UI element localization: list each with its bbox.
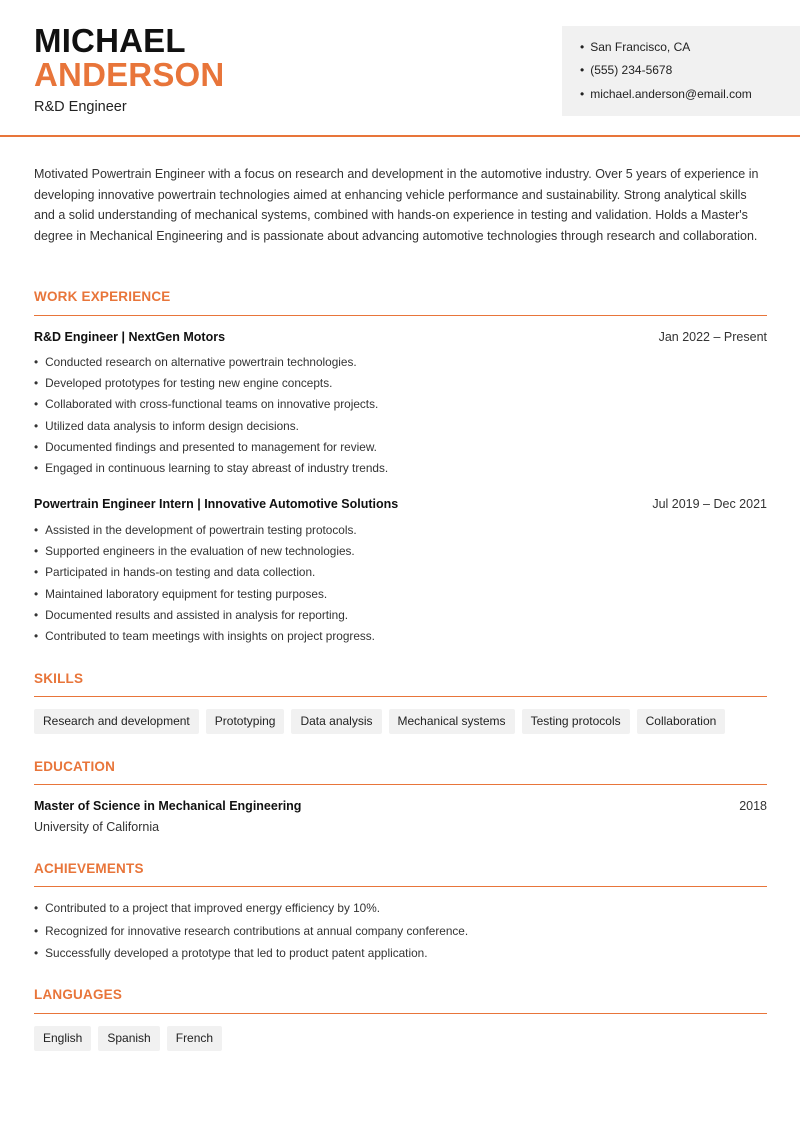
section-title-work: WORK EXPERIENCE — [34, 289, 171, 304]
list-item: • Participated in hands-on testing and data collection. — [34, 562, 375, 583]
list-item: • Successfully developed a prototype that led to product patent application. — [34, 943, 468, 966]
list-item: • Collaborated with cross-functional teams on innovative projects. — [34, 394, 388, 415]
list-item: • Documented results and assisted in analysis for reporting. — [34, 605, 375, 626]
last-name: ANDERSON — [34, 56, 225, 93]
list-item: • Documented findings and presented to management for review. — [34, 437, 388, 458]
job-dates: Jan 2022 – Present — [658, 330, 767, 344]
first-name: MICHAEL — [34, 22, 186, 59]
skill-tag: Collaboration — [637, 709, 726, 734]
section-title-education: EDUCATION — [34, 759, 116, 774]
education-degree: Master of Science in Mechanical Engineering — [34, 799, 302, 813]
section-divider — [34, 886, 767, 887]
education-year: 2018 — [739, 799, 767, 813]
list-item: • Utilized data analysis to inform design decisions. — [34, 416, 388, 437]
skills-tags — [34, 709, 725, 734]
section-divider — [34, 1013, 767, 1014]
language-tag: Spanish — [98, 1026, 159, 1051]
contact-phone: • (555) 234-5678 — [580, 63, 672, 77]
resume-header — [0, 0, 800, 137]
list-item: • Assisted in the development of powertrain testing protocols. — [34, 520, 375, 541]
list-item: • Conducted research on alternative powertrain technologies. — [34, 352, 388, 373]
list-item: • Recognized for innovative research contributions at annual company conference. — [34, 921, 468, 944]
contact-email[interactable]: • michael.anderson@email.com — [580, 87, 752, 101]
section-title-languages: LANGUAGES — [34, 987, 123, 1002]
list-item: • Maintained laboratory equipment for testing purposes. — [34, 584, 375, 605]
skill-tag: Research and development — [34, 709, 199, 734]
job-dates: Jul 2019 – Dec 2021 — [652, 497, 767, 511]
job-bullets — [34, 352, 388, 479]
job-bullets — [34, 520, 375, 647]
skill-tag: Prototyping — [206, 709, 285, 734]
list-item: • Contributed to a project that improved energy efficiency by 10%. — [34, 898, 468, 921]
skill-tag: Mechanical systems — [389, 709, 515, 734]
section-title-skills: SKILLS — [34, 671, 84, 686]
language-tags — [34, 1026, 222, 1051]
section-divider — [34, 696, 767, 697]
list-item: • Contributed to team meetings with insights on project progress. — [34, 626, 375, 647]
job-role: Powertrain Engineer Intern | Innovative Automotive Solutions — [34, 497, 399, 511]
list-item: • Engaged in continuous learning to stay abreast of industry trends. — [34, 458, 388, 479]
skill-tag: Testing protocols — [522, 709, 630, 734]
section-divider — [34, 784, 767, 785]
contact-box — [562, 26, 800, 116]
skill-tag: Data analysis — [291, 709, 381, 734]
section-divider — [34, 315, 767, 316]
job-role: R&D Engineer | NextGen Motors — [34, 330, 226, 344]
education-school: University of California — [34, 820, 160, 834]
list-item: • Developed prototypes for testing new engine concepts. — [34, 373, 388, 394]
section-title-achievements: ACHIEVEMENTS — [34, 861, 144, 876]
list-item: • Supported engineers in the evaluation of new technologies. — [34, 541, 375, 562]
contact-location: • San Francisco, CA — [580, 40, 690, 54]
summary-paragraph: Motivated Powertrain Engineer with a focus on research and development in the automotive industry. Over 5 years of experience in developing innovative powertrain technologies aimed at enhancing vehicle performance and sustainability. Strong analytical skills and a solid understanding of mechanical systems, combined with hands-on experience in testing and validation. Holds a Master's degree in Mechanical Engineering and is passionate about advancing automotive technologies through research and collaboration. — [34, 167, 759, 243]
language-tag: French — [167, 1026, 222, 1051]
achievement-bullets — [34, 898, 468, 966]
language-tag: English — [34, 1026, 91, 1051]
job-title: R&D Engineer — [34, 99, 127, 115]
